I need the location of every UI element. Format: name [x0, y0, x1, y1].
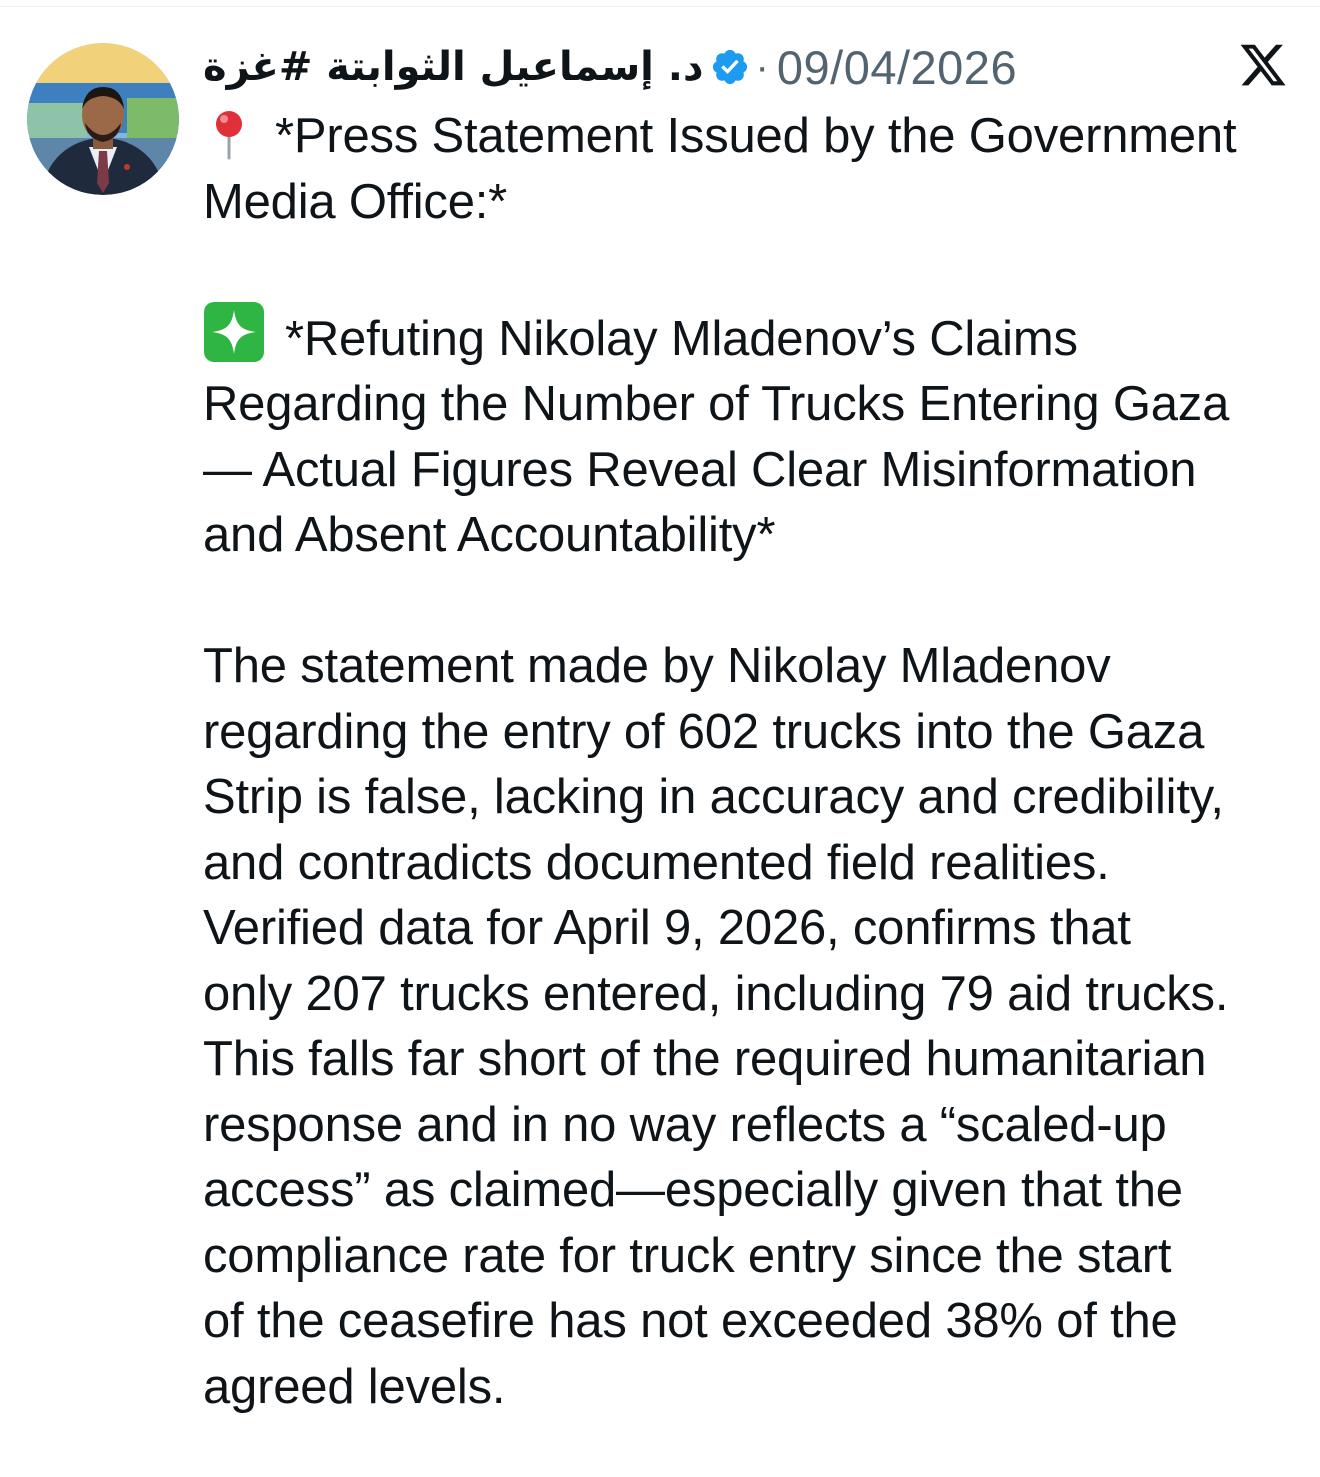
heading-line-2: Media Office:*	[203, 174, 508, 229]
statement-heading	[203, 104, 1303, 235]
paragraph-line-6: only 207 trucks entered, including 79 aid trucks.	[203, 966, 1229, 1021]
heading-text-1: *Press Statement Issued by the Government	[275, 109, 1237, 163]
paragraph-line-2: regarding the entry of 602 trucks into the Gaza	[203, 704, 1205, 759]
statement-subheading	[203, 301, 1303, 569]
paragraph-line-4: and contradicts documented field realities.	[203, 835, 1110, 890]
post-text	[203, 104, 1303, 1420]
paragraph-line-12: agreed levels.	[203, 1359, 506, 1414]
heading-line-1	[203, 104, 1303, 170]
subheading-line-2: Regarding the Number of Trucks Entering Gaza	[203, 377, 1230, 431]
paragraph-line-3: Strip is false, lacking in accuracy and credibility,	[203, 770, 1224, 824]
blank-line	[203, 235, 1303, 301]
blank-line	[203, 569, 1303, 635]
statement-paragraph	[203, 634, 1303, 1420]
round-pushpin-icon	[203, 108, 255, 160]
paragraph-line-8: response and in no way reflects a “scaled-up	[203, 1097, 1167, 1152]
subheading-line-3: — Actual Figures Reveal Clear Misinformation	[203, 442, 1197, 497]
subheading-text-1: *Refuting Nikolay Mladenov’s Claims	[285, 311, 1078, 366]
paragraph-line-5: Verified data for April 9, 2026, confirms that	[203, 901, 1131, 955]
paragraph-line-10: compliance rate for truck entry since the start	[203, 1228, 1172, 1283]
x-logo-icon[interactable]	[1238, 40, 1288, 90]
header-separator: ·	[755, 44, 769, 89]
verified-badge-icon	[710, 47, 750, 87]
subheading-line-4: and Absent Accountability*	[203, 508, 776, 562]
author-display-name[interactable]: د. إسماعيل الثوابتة #غزة	[203, 44, 704, 90]
avatar-photo	[27, 43, 179, 195]
paragraph-line-9: access” as claimed—especially given that the	[203, 1163, 1183, 1217]
paragraph-line-1: The statement made by Nikolay Mladenov	[203, 639, 1111, 693]
paragraph-line-11: of the ceasefire has not exceeded 38% of the	[203, 1294, 1178, 1348]
post-header	[203, 36, 1103, 98]
subheading-line-1	[203, 301, 1303, 373]
paragraph-line-7: This falls far short of the required humanitarian	[203, 1032, 1207, 1086]
sparkle-icon	[203, 301, 265, 363]
top-divider	[0, 6, 1320, 7]
author-avatar[interactable]	[27, 43, 179, 195]
post-date[interactable]: 09/04/2026	[776, 40, 1018, 94]
